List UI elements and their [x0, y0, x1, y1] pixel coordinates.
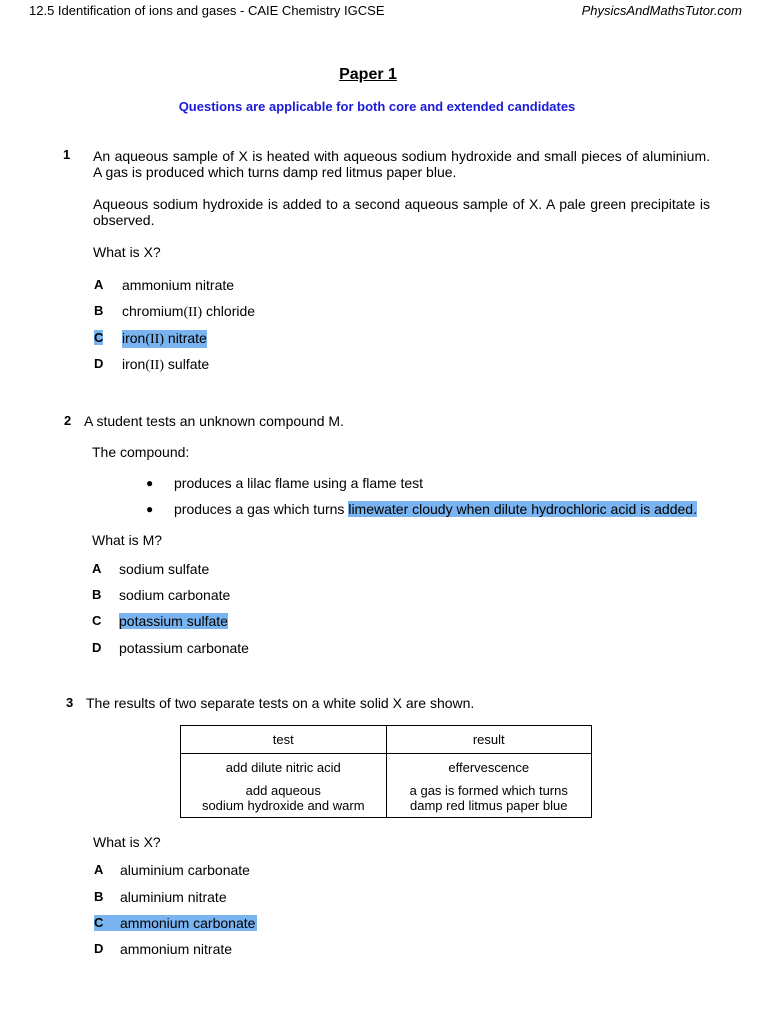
- question-text: The compound:: [92, 444, 190, 460]
- option-letter: D: [94, 356, 104, 371]
- option-text: aluminium nitrate: [120, 889, 227, 905]
- option-text: potassium carbonate: [119, 640, 249, 656]
- question-number: 3: [66, 695, 74, 710]
- option-letter: B: [94, 889, 104, 904]
- table-cell-test: add dilute nitric acid add aqueous sodium hydroxide and warm: [181, 754, 387, 818]
- results-table: [180, 725, 592, 818]
- table-header-row: [181, 726, 592, 754]
- question-text: The results of two separate tests on a white solid X are shown.: [86, 695, 475, 711]
- bullet-text: produces a gas which turns limewater cloudy when dilute hydrochloric acid is added.: [174, 501, 697, 517]
- question-prompt: What is X?: [93, 834, 161, 850]
- option-letter-highlighted: C: [94, 330, 104, 345]
- option-text-highlighted: ammonium carbonate: [120, 915, 256, 931]
- option-letter: C: [92, 613, 102, 628]
- option-letter: A: [94, 277, 104, 292]
- highlighted-text: limewater cloudy when dilute hydrochloric acid is added.: [348, 501, 697, 517]
- option-text: iron(II) sulfate: [122, 356, 210, 373]
- page-header-title: 12.5 Identification of ions and gases - CAIE Chemistry IGCSE: [29, 3, 385, 18]
- table-header-cell: result: [386, 726, 592, 754]
- option-text: ammonium nitrate: [120, 941, 233, 957]
- bullet-icon: ●: [146, 476, 154, 490]
- option-letter: D: [92, 640, 102, 655]
- question-text: Aqueous sodium hydroxide is added to a second aqueous sample of X. A pale green precipitate is observed.: [93, 196, 710, 228]
- option-text-highlighted: potassium sulfate: [119, 613, 228, 629]
- question-number: 2: [64, 413, 72, 428]
- option-letter: D: [94, 941, 104, 956]
- option-letter-highlighted: C: [94, 915, 104, 930]
- bullet-text: produces a lilac flame using a flame test: [174, 475, 424, 491]
- table-row: [181, 754, 592, 818]
- option-letter: A: [92, 561, 102, 576]
- applicability-note: Questions are applicable for both core and extended candidates: [178, 99, 576, 114]
- page-header-site: PhysicsAndMathsTutor.com: [581, 3, 742, 18]
- option-text: chromium(II) chloride: [122, 303, 256, 320]
- question-prompt: What is M?: [92, 532, 163, 548]
- option-text: aluminium carbonate: [120, 862, 250, 878]
- table-header-cell: test: [181, 726, 387, 754]
- option-text: sodium carbonate: [119, 587, 231, 603]
- question-text: A student tests an unknown compound M.: [84, 413, 344, 429]
- option-letter: B: [94, 303, 104, 318]
- table-cell-result: effervescence a gas is formed which turns damp red litmus paper blue: [386, 754, 592, 818]
- paper-title: Paper 1: [339, 66, 397, 83]
- option-text-highlighted: iron(II) nitrate: [122, 330, 207, 347]
- question-number: 1: [63, 147, 71, 162]
- option-letter: A: [94, 862, 104, 877]
- option-letter: B: [92, 587, 102, 602]
- option-text: ammonium nitrate: [122, 277, 235, 293]
- option-text: sodium sulfate: [119, 561, 210, 577]
- question-prompt: What is X?: [93, 244, 161, 260]
- bullet-icon: ●: [146, 502, 154, 516]
- question-text: An aqueous sample of X is heated with aqueous sodium hydroxide and small pieces of aluminium. A gas is produced which turns damp red litmus paper blue.: [93, 148, 710, 180]
